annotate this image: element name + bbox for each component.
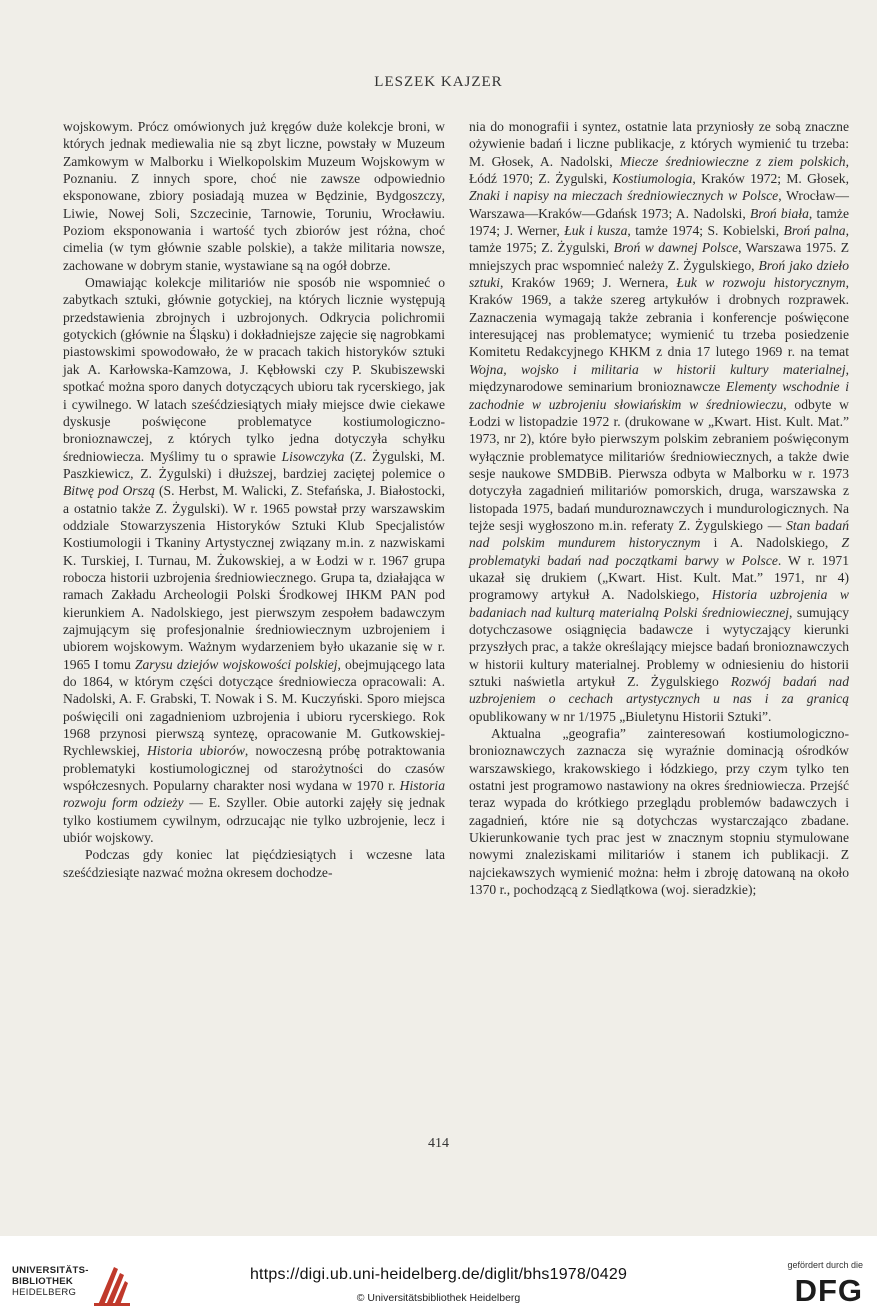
right-paragraph-1: nia do monografii i syntez, ostatnie lata przyniosły ze sobą znaczne ożywienie badań i liczne publikacje, z których wymienić tu trzeba: M. Głosek, A. Nadolski, Miecze średniowieczne z ziem polskich, Łódź 1970; Z. Żygulski, Kostiumologia, Kraków 1972; M. Głosek, Znaki i napisy na mieczach średniowiecznych w Polsce, Wrocław—Warszawa—Kraków—Gdańsk 1973; A. Nadolski, Broń biała, tamże 1974; J. Werner, Łuk i kusza, tamże 1974; S. Kobielski, Broń palna, tamże 1975; Z. Żygulski, Broń w dawnej Polsce, Warszawa 1975. Z mniejszych prac wspomnieć należy Z. Żygulskiego, Broń jako dzieło sztuki, Kraków 1969; J. Wernera, Łuk w rozwoju historycznym, Kraków 1969, a także szereg artykułów i drobnych rozprawek. Zaznaczenia wymagają także zebrania i konferencje poświęcone interesującej nas problematyce; wymienić tu trzeba posiedzenie Komitetu Redakcyjnego KHKM z dnia 17 lutego 1969 r. na temat Wojna, wojsko i militaria w historii kultury materialnej, międzynarodowe seminarium bronioznawcze Elementy wschodnie i zachodnie w uzbrojeniu słowiańskim w średniowieczu, odbyte w Łodzi w listopadzie 1972 r. (drukowane w „Kwart. Hist. Kult. Mat.” 1973, nr 2), które było pierwszym polskim zebraniem poświęconym wyłącznie problematyce militariów średniowiecznych, a także dwie sesje naukowe SMDBiB. Pierwsza odbyta w Malborku w r. 1973 dotyczyła zagadnień militariów pomorskich, druga, warszawska z listopada 1975, badań munduroznawczych i mundurologicznych. Na tejże sesji wygłoszono m.in. referaty Z. Żygulskiego — Stan badań nad polskim mundurem historycznym i A. Nadolskiego, Z problematyki badań nad początkami barwy w Polsce. W r. 1971 ukazał się drukiem („Kwart. Hist. Kult. Mat.” 1971, nr 4) programowy artykuł A. Nadolskiego, Historia uzbrojenia w badaniach nad kulturą materialną Polski średniowiecznej, sumujący dotychczasowe osiągnięcia badawcze i wytyczający kierunki przyszłych prac, a także określający miejsce badań bronioznawczych w historii kultury materialnej. Problemy w odniesieniu do historii sztuki naświetla artykuł Z. Żygulskiego Rozwój badań nad uzbrojeniem o cechach artystycznych u nas i za granicą opublikowany w nr 1/1975 „Biuletynu Historii Sztuki”. — [469, 119, 850, 724]
funding-caption: gefördert durch die — [787, 1260, 863, 1270]
left-paragraph-1: wojskowym. Prócz omówionych już kręgów duże kolekcje broni, w których jednak mediewalia nie są zbyt liczne, powstały w Muzeum Zamkowym w Malborku i Wielkopolskim Muzeum Wojskowym w Poznaniu. Z innych spore, choć nie zawsze odpowiednio eksponowane, zbiory posiadają muzea w Będzinie, Bydgoszczy, Liwie, Nowej Soli, Szczecinie, Tarnowie, Toruniu, Wrocławiu. Poziom eksponowania i wartość tych zbiorów jest różna, choć cimelia (w tym głównie szable polskie), a także militaria nowsze, zachowane w dobrym stanie, wystawiane są na ogół dobrze. — [63, 119, 445, 273]
left-column — [63, 118, 445, 881]
right-paragraph-2: Aktualna „geografia” zainteresowań kostiumologiczno-bronioznawczych zaznacza się wyraźnie dominacją ośrodków warszawskiego, krakowskiego i łódzkiego, przy czym tylko ten ostatni jest programowo nastawiony na okres średniowiecza. Przejść teraz wypada do krótkiego przeglądu problemów badawczych i zagadnień, które nie są dotychczas wystarczająco zbadane. Ukierunkowanie tych prac jest w znacznym stopniu stymulowane nowymi znaleziskami militariów i stanem ich publikacji. Z najciekawszych wymienić można: hełm i zbroję datowaną na około 1370 r., pochodzącą z Siedlątkowa (woj. sieradzkie); — [469, 726, 849, 898]
left-paragraph-3: Podczas gdy koniec lat pięćdziesiątych i wczesne lata sześćdziesiąte nazwać można okresem dochodze- — [63, 847, 445, 880]
right-column — [469, 118, 849, 898]
dfg-logo[interactable] — [773, 1260, 863, 1306]
viewer-footer — [0, 1236, 877, 1315]
page-number: 414 — [428, 1136, 449, 1151]
dfg-logo-text: DFG — [794, 1273, 863, 1308]
page-url-link[interactable]: https://digi.ub.uni-heidelberg.de/diglit/bhs1978/0429 — [249, 1266, 628, 1283]
left-paragraph-2: Omawiając kolekcje militariów nie sposób nie wspomnieć o zabytkach sztuki, głównie gotyckiej, na których licznie występują przedstawienia zbrojnych i uzbrojonych. Odkrycia polichromii gotyckich (głównie na Śląsku) i dokładniejsze zajęcie się nagrobkami piastowskimi spowodowało, że w pracach takich historyków sztuki jak A. Karłowska-Kamzowa, J. Kębłowski czy P. Skubiszewski spotkać można sporo danych dotyczących ubioru tak rycerskiego, jak i cywilnego. W latach sześćdziesiątych miały miejsce dwie ciekawe dyskusje poświęcone problematyce kostiumologiczno-bronioznawczej, z których tylko jedna dotyczyła schyłku średniowiecza. Myślimy tu o sprawie Lisowczyka (Z. Żygulski, M. Paszkiewicz, Z. Żygulski) i dłuższej, bardziej zaciętej polemice o Bitwę pod Orszą (S. Herbst, M. Walicki, Z. Stefańska, J. Białostocki, a ostatnio także Z. Żygulski). W r. 1965 powstał przy warszawskim oddziale Stowarzyszenia Historyków Sztuki Klub Specjalistów Kostiumologii i Tkaniny Artystycznej związany m.in. z nazwiskami K. Turskiej, I. Turnau, M. Żukowskiej, a w Łodzi w r. 1967 grupa robocza historii uzbrojenia średniowiecznego. Grupa ta, działająca w ramach Zakładu Archeologii Polski Środkowej IHKM PAN pod kierunkiem A. Nadolskiego, jest pierwszym zespołem badawczym zajmującym się profesjonalnie średniowiecznym uzbrojeniem i ubiorem wojskowym. Ważnym wydarzeniem było ukazanie się w r. 1965 I tomu Zarysu dziejów wojskowości polskiej, obejmującego lata do 1864, w którym części dotyczące średniowiecza opracowali: A. Nadolski, A. F. Grabski, T. Nowak i S. M. Kuczyński. Sporo miejsca poświęcili oni zagadnieniom uzbrojenia i ubioru rycerskiego. Rok 1968 przynosi pierwszą syntezę, opracowanie M. Gutkowskiej-Rychlewskiej, Historia ubiorów, nowoczesną próbę potraktowania problematyki kostiumologicznej od starożytności do czasów współczesnych. Popularny charakter nosi wydana w 1970 r. Historia rozwoju form odzieży — E. Szyller. Obie autorki zajęły się jednak tylko kostiumem cywilnym, odrzucając nie tylko uzbrojenie, lecz i ubiór wojskowy. — [63, 275, 446, 846]
copyright-notice: © Universitätsbibliothek Heidelberg — [356, 1292, 521, 1304]
library-name: UNIVERSITÄTS- BIBLIOTHEK HEIDELBERG — [12, 1265, 89, 1298]
running-head: LESZEK KAJZER — [374, 74, 503, 90]
